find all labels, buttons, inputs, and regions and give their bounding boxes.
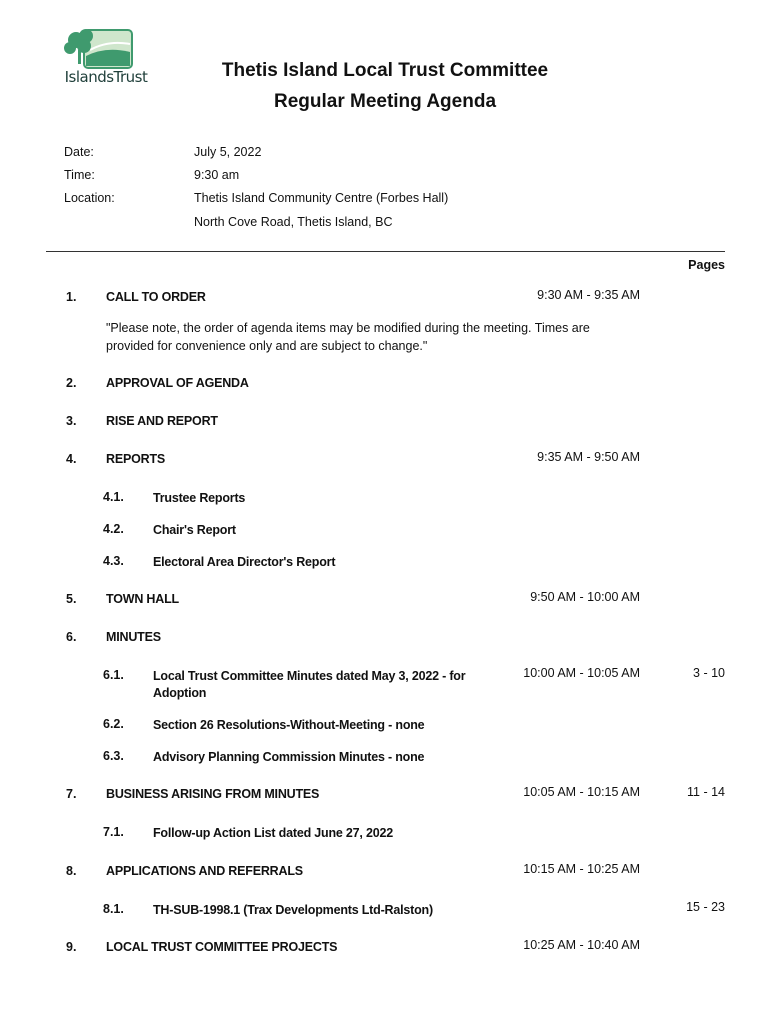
location-line-1: Thetis Island Community Centre (Forbes Hall) [194,191,449,205]
agenda-subitem-6-2 [0,717,770,737]
item-number: 4. [66,452,77,466]
item-label: Chair's Report [153,523,236,537]
item-label: APPLICATIONS AND REFERRALS [106,864,303,878]
item-label: Follow-up Action List dated June 27, 2022 [153,826,393,840]
agenda-subitem-4-2 [0,522,770,542]
logo-text: IslandsTrust [64,68,148,86]
item-number: 4.1. [103,490,124,504]
item-time: 9:35 AM - 9:50 AM [537,450,640,464]
item-number: 9. [66,940,77,954]
agenda-item-8 [0,864,770,884]
item-time: 9:50 AM - 10:00 AM [530,590,640,604]
agenda-item-6 [0,630,770,650]
item-time: 10:05 AM - 10:15 AM [523,785,640,799]
item-label: REPORTS [106,452,166,466]
divider [46,251,725,252]
agenda-item-2 [0,376,770,396]
item-pages: 3 - 10 [693,666,725,680]
agenda-subitem-4-3 [0,554,770,574]
pages-header: Pages [688,258,725,272]
item-label: LOCAL TRUST COMMITTEE PROJECTS [106,940,338,954]
item-number: 1. [66,290,77,304]
agenda-item-5 [0,592,770,612]
location-line-2: North Cove Road, Thetis Island, BC [194,215,393,229]
agenda-subitem-6-3 [0,749,770,769]
item-label: CALL TO ORDER [106,290,206,304]
item-time: 10:25 AM - 10:40 AM [523,938,640,952]
item-number: 8. [66,864,77,878]
agenda-item-7 [0,787,770,807]
item-label: Trustee Reports [153,491,246,505]
agenda-subitem-7-1 [0,825,770,845]
agenda-item-4 [0,452,770,472]
item-pages: 15 - 23 [686,900,725,914]
item-time: 9:30 AM - 9:35 AM [537,288,640,302]
location-label: Location: [64,191,115,205]
agenda-note: "Please note, the order of agenda items may be modified during the meeting. Times are provided for convenience only and are subject to change." [106,321,590,353]
item-label: APPROVAL OF AGENDA [106,376,249,390]
agenda-item-3 [0,414,770,434]
item-number: 3. [66,414,77,428]
item-number: 8.1. [103,902,124,916]
item-number: 4.3. [103,554,124,568]
item-label: RISE AND REPORT [106,414,218,428]
item-label: Advisory Planning Commission Minutes - none [153,750,425,764]
agenda-item-9 [0,940,770,960]
item-label: MINUTES [106,630,161,644]
agenda-subitem-4-1 [0,490,770,510]
document-subtitle: Regular Meeting Agenda [273,91,497,112]
item-label: TH-SUB-1998.1 (Trax Developments Ltd-Ralston) [153,903,433,917]
time-label: Time: [64,168,95,182]
item-number: 6. [66,630,77,644]
item-time: 10:00 AM - 10:05 AM [523,666,640,680]
item-number: 4.2. [103,522,124,536]
item-number: 5. [66,592,77,606]
item-number: 6.2. [103,717,124,731]
date-value: July 5, 2022 [194,145,262,159]
item-label: BUSINESS ARISING FROM MINUTES [106,787,320,801]
item-label: TOWN HALL [106,592,179,606]
item-number: 2. [66,376,77,390]
agenda-subitem-6-1 [0,668,770,704]
document-title: Thetis Island Local Trust Committee [221,60,549,81]
time-value: 9:30 am [194,168,240,182]
item-label: Electoral Area Director's Report [153,555,336,569]
item-label: Local Trust Committee Minutes dated May 3, 2022 - for Adoption [153,669,466,700]
item-time: 10:15 AM - 10:25 AM [523,862,640,876]
item-number: 6.3. [103,749,124,763]
agenda-item-1 [0,290,770,310]
date-label: Date: [64,145,94,159]
item-label: Section 26 Resolutions-Without-Meeting - none [153,718,425,732]
agenda-subitem-8-1 [0,902,770,922]
item-pages: 11 - 14 [687,785,725,799]
item-number: 7. [66,787,77,801]
item-number: 6.1. [103,668,124,682]
item-number: 7.1. [103,825,124,839]
